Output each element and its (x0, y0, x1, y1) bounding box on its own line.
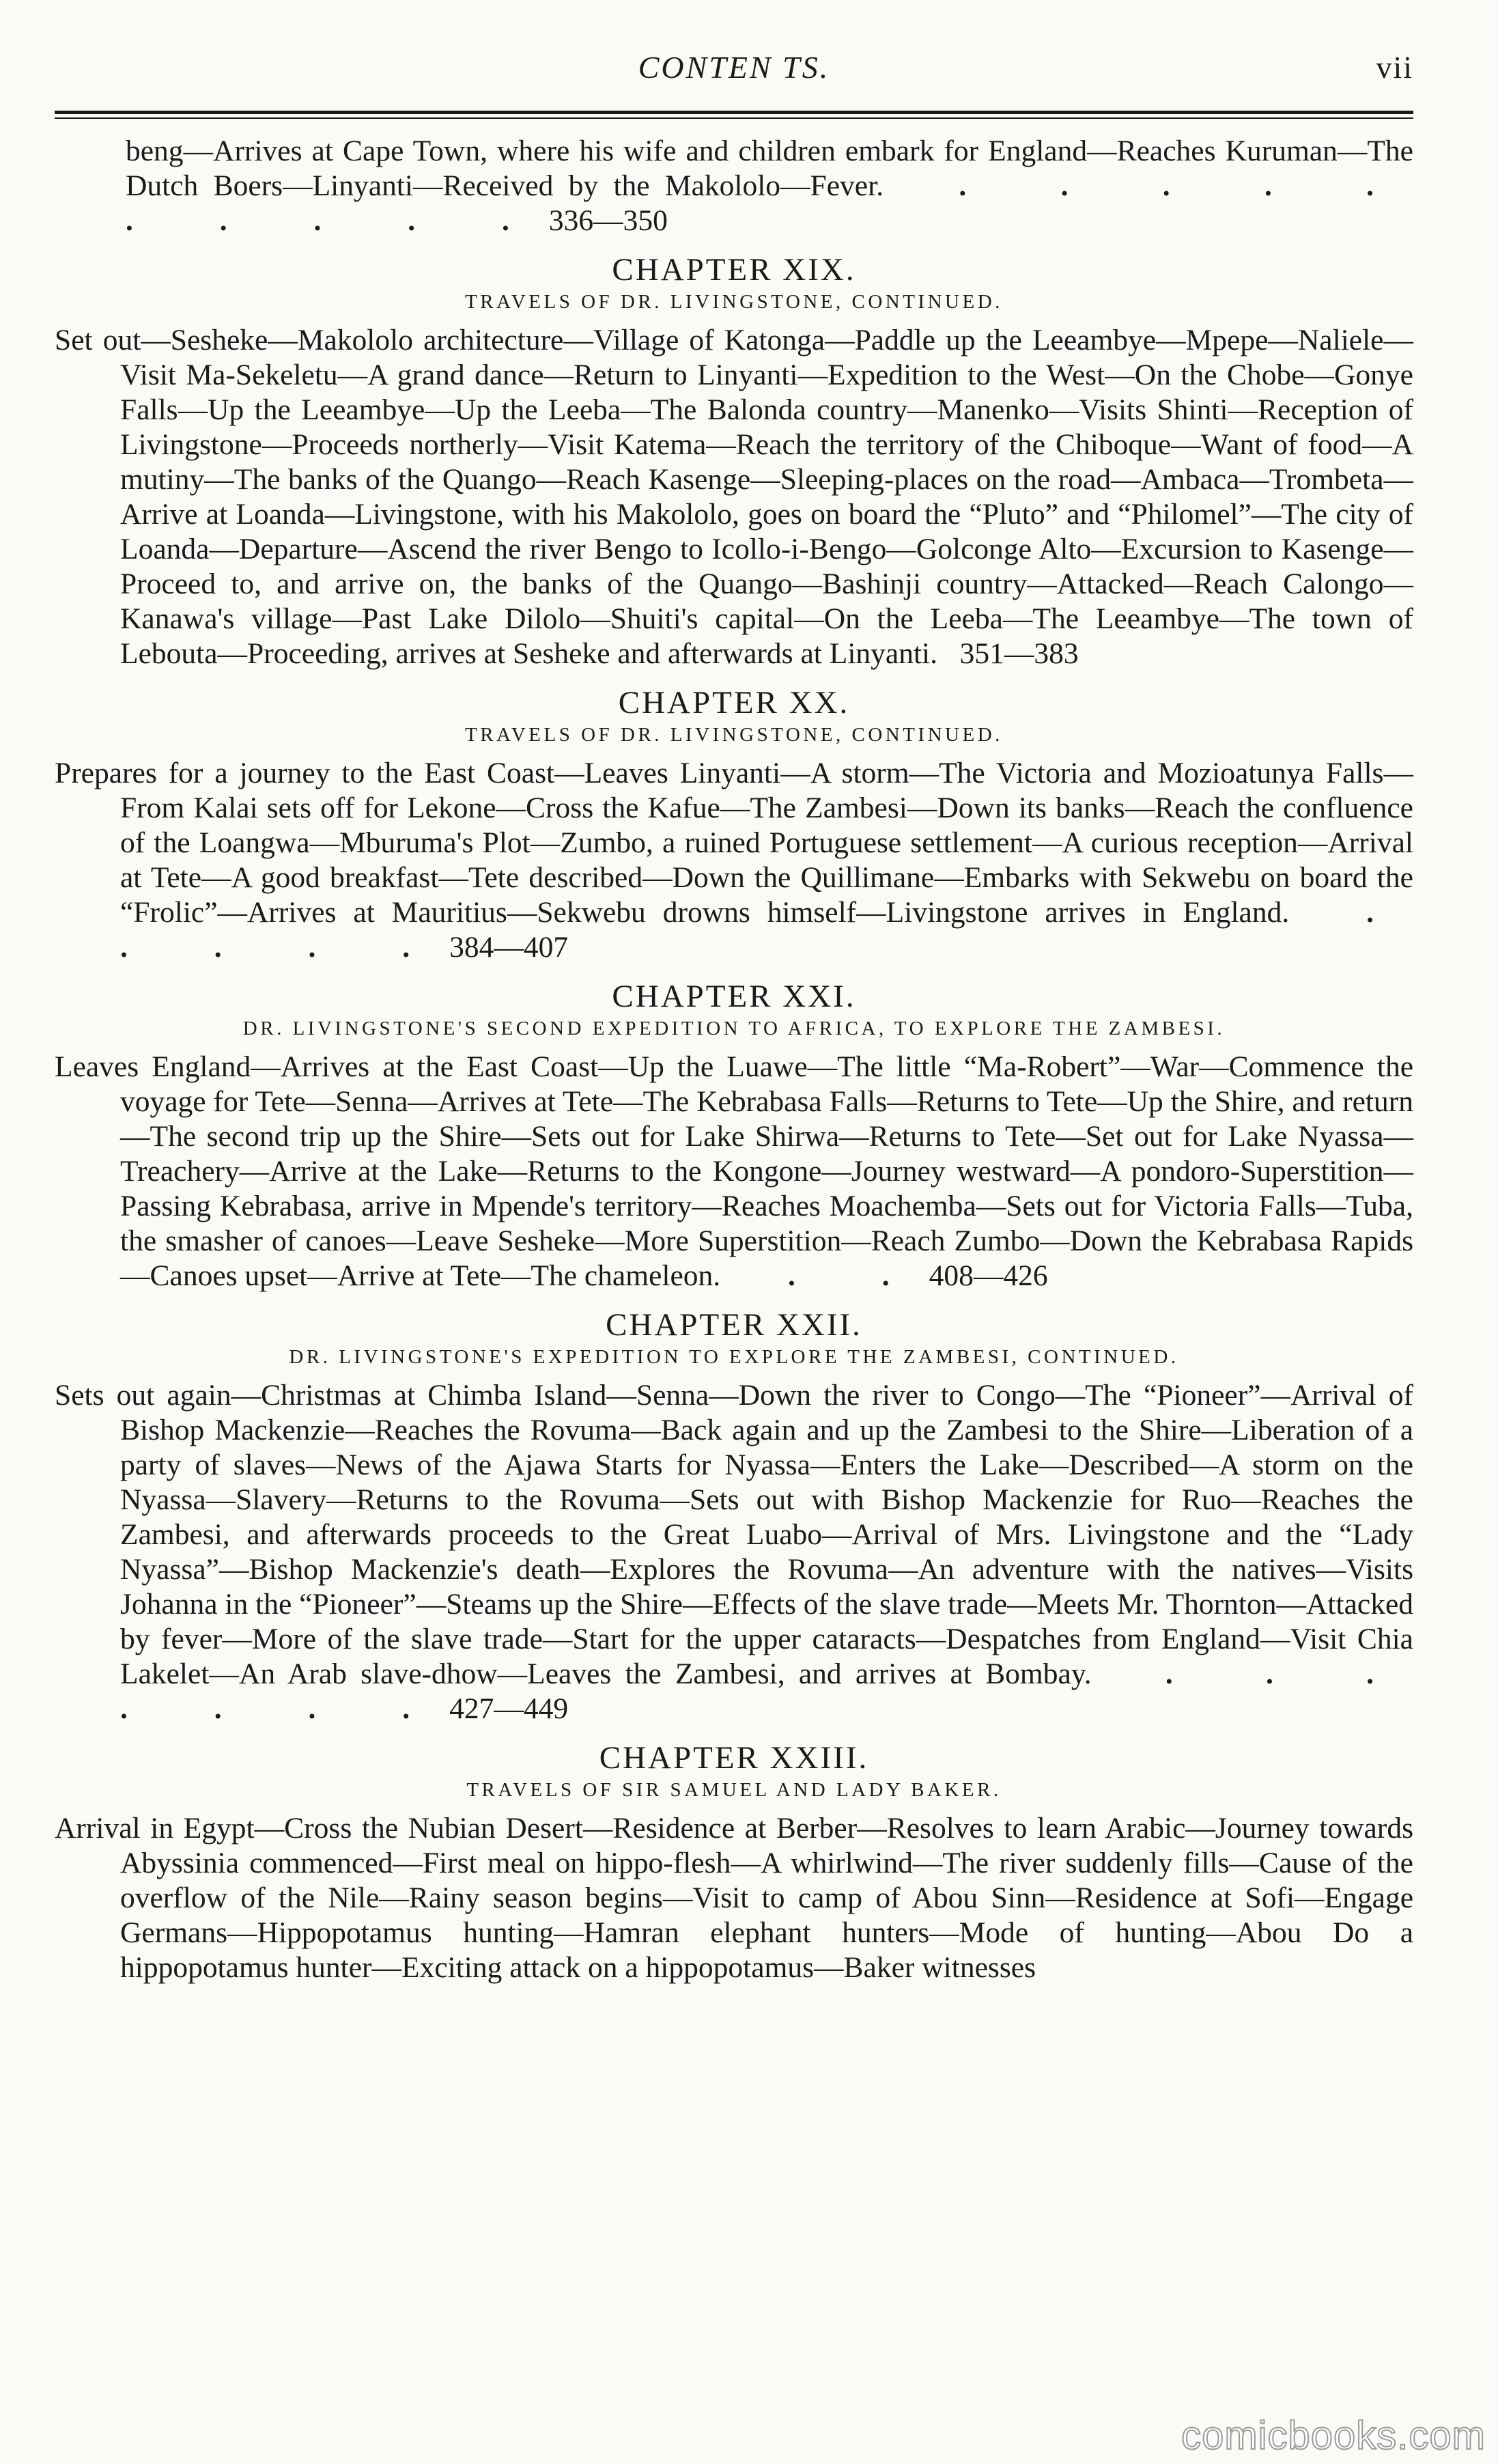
chapter-subtitle: TRAVELS OF DR. LIVINGSTONE, CONTINUED. (465, 724, 1003, 746)
chapter-summary (55, 1378, 1413, 1726)
chapter-pages: 427—449 (449, 1692, 569, 1725)
chapter-summary-text: Leaves England—Arrives at the East Coast—Up the Luawe—The little “Ma-Robert”—War—Commence the voyage for Tete—Senna—Arrives at Tete—The Kebrabasa Falls—Returns to Tete—Up the Shire, and return—The second trip up the Shire—Sets out for Lake Shirwa—Returns to Tete—Set out for Lake Nyassa—Treachery—Arrive at the Lake—Returns to the Kongone—Journey westward—A pondoro-Superstition—Passing Kebrabasa, arrive in Mpende's territory—Reaches Moachemba—Sets out for Victoria Falls—Tuba, the smasher of canoes—Leave Sesheke—More Superstition—Reach Zumbo—Down the Kebrabasa Rapids—Canoes upset—Arrive at Tete—The chameleon. (55, 1050, 1413, 1292)
chapter-summary (55, 323, 1413, 671)
chapter-summary-text: Arrival in Egypt—Cross the Nubian Desert—Residence at Berber—Resolves to learn Arabic—Journey towards Abyssinia commenced—First meal on hippo-flesh—A whirlwind—The river suddenly fills—Cause of the overflow of the Nile—Rainy season begins—Visit to camp of Abou Sinn—Residence at Sofi—Engage Germans—Hippopotamus hunting—Hamran elephant hunters—Mode of hunting—Abou Do a hippopotamus hunter—Exciting attack on a hippopotamus—Baker witnesses (55, 1812, 1413, 1984)
chapter-pages: 384—407 (449, 931, 569, 964)
chapter-subtitle: TRAVELS OF SIR SAMUEL AND LADY BAKER. (466, 1779, 1002, 1801)
intro-text: beng—Arrives at Cape Town, where his wife and children embark for England—Reaches Kuruman—The Dutch Boers—Linyanti—Received by the Makololo—Fever. (126, 135, 1413, 202)
intro-entry (55, 134, 1413, 238)
leader-dots: . . . . . . . . . . (126, 169, 1414, 237)
leader-dots: . . (741, 1259, 929, 1292)
chapter-pages: 351—383 (959, 637, 1079, 670)
chapter-entry (55, 1739, 1413, 1985)
chapter-summary (55, 756, 1413, 965)
chapter-entry (55, 1306, 1413, 1726)
chapter-summary-text: Prepares for a journey to the East Coast—Leaves Linyanti—A storm—The Victoria and Mozioatunya Falls—From Kalai sets off for Lekone—Cross the Kafue—The Zambesi—Down its banks—Reach the confluence of the Loangwa—Mburuma's Plot—Zumbo, a ruined Portuguese settlement—A curious reception—Arrival at Tete—A good breakfast—Tete described—Down the Quillimane—Embarks with Sekwebu on board the “Frolic”—Arrives at Mauritius—Sekwebu drowns himself—Livingstone arrives in England. (55, 757, 1413, 929)
chapter-summary (55, 1811, 1413, 1985)
chapter-title: CHAPTER XXIII. (599, 1740, 869, 1776)
chapter-entry (55, 251, 1413, 671)
chapter-title: CHAPTER XIX. (612, 252, 856, 288)
chapter-summary-text: Sets out again—Christmas at Chimba Island—Senna—Down the river to Congo—The “Pioneer”—Arrival of Bishop Mackenzie—Reaches the Rovuma—Back again and up the Zambesi to the Shire—Liberation of a party of slaves—News of the Ajawa Starts for Nyassa—Enters the Lake—Described—A storm on the Nyassa—Slavery—Returns to the Rovuma—Sets out with Bishop Mackenzie for Ruo—Reaches the Zambesi, and afterwards proceeds to the Great Luabo—Arrival of Mrs. Livingstone and the “Lady Nyassa”—Bishop Mackenzie's death—Explores the Rovuma—An adventure with the natives—Visits Johanna in the “Pioneer”—Steams up the Shire—Effects of the slave trade—Meets Mr. Thornton—Attacked by fever—More of the slave trade—Start for the upper cataracts—Despatches from England—Visit Chia Lakelet—An Arab slave-dhow—Leaves the Zambesi, and arrives at Bombay. (55, 1379, 1413, 1690)
intro-pages: 336—350 (548, 204, 668, 237)
chapter-summary (55, 1050, 1413, 1293)
watermark-logo: comicbooks.com (1181, 2413, 1486, 2458)
chapter-pages: 408—426 (929, 1259, 1048, 1292)
chapter-title: CHAPTER XXII. (606, 1307, 862, 1343)
chapter-subtitle: DR. LIVINGSTONE'S SECOND EXPEDITION TO AFRICA, TO EXPLORE THE ZAMBESI. (242, 1018, 1226, 1039)
chapter-entry (55, 684, 1413, 965)
running-title: CONTEN TS. (638, 50, 830, 85)
chapter-subtitle: DR. LIVINGSTONE'S EXPEDITION TO EXPLORE THE ZAMBESI, CONTINUED. (289, 1346, 1179, 1368)
chapter-subtitle: TRAVELS OF DR. LIVINGSTONE, CONTINUED. (465, 291, 1003, 313)
page-number: vii (1376, 50, 1413, 85)
chapter-title: CHAPTER XX. (618, 685, 850, 720)
chapter-entry (55, 977, 1413, 1293)
leader-dots: . . . . . . . (120, 1657, 1414, 1725)
chapter-summary-text: Set out—Sesheke—Makololo architecture—Village of Katonga—Paddle up the Leeambye—Mpepe—Naliele—Visit Ma-Sekeletu—A grand dance—Return to Linyanti—Expedition to the West—On the Chobe—Gonye Falls—Up the Leeambye—Up the Leeba—The Balonda country—Manenko—Visits Shinti—Reception of Livingstone—Proceeds northerly—Visit Katema—Reach the territory of the Chiboque—Want of food—A mutiny—The banks of the Quango—Reach Kasenge—Sleeping-places on the road—Ambaca—Trombeta—Arrive at Loanda—Livingstone, with his Makololo, goes on board the “Pluto” and “Philomel”—The city of Loanda—Departure—Ascend the river Bengo to Icollo-i-Bengo—Golconge Alto—Excursion to Kasenge—Proceed to, and arrive on, the banks of the Quango—Bashinji country—Attacked—Reach Calongo—Kanawa's village—Past Lake Dilolo—Shuiti's capital—On the Leeba—The Leeambye—The town of Lebouta—Proceeding, arrives at Sesheke and afterwards at Linyanti. (55, 324, 1413, 670)
header-rule (55, 111, 1413, 114)
header-rule-thin (55, 117, 1413, 119)
contents-list (55, 134, 1413, 1985)
chapter-title: CHAPTER XXI. (612, 979, 856, 1014)
running-header (55, 40, 1413, 94)
leader-dots: . . . . . (120, 896, 1413, 964)
